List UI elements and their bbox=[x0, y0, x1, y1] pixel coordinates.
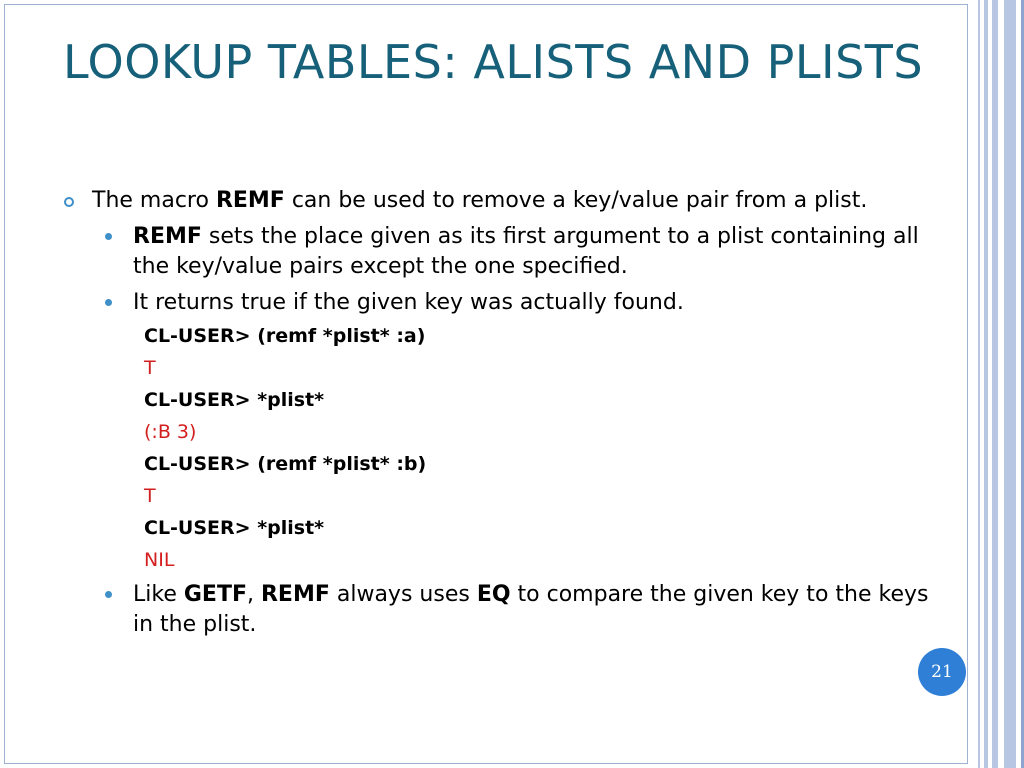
code-command-line: CL-USER> (remf *plist* :a) bbox=[144, 325, 426, 347]
sub-bullet-item bbox=[60, 222, 940, 282]
bullet-text: to compare the given key to the keys in the plist. bbox=[133, 582, 929, 637]
code-output-line: (:B 3) bbox=[144, 421, 197, 443]
decor-stripe bbox=[978, 0, 980, 768]
bullet-text: The macro bbox=[92, 188, 216, 213]
bullet-text: always uses bbox=[329, 582, 477, 607]
bullet-keyword: REMF bbox=[215, 188, 285, 213]
bullet-text: Like bbox=[133, 582, 184, 607]
code-command-line: CL-USER> (remf *plist* :b) bbox=[144, 453, 427, 475]
code-command-line: CL-USER> *plist* bbox=[144, 517, 325, 539]
bullet-text: It returns true if the given key was actually found. bbox=[133, 290, 684, 315]
decor-stripe bbox=[984, 0, 988, 768]
ring-bullet-icon bbox=[64, 197, 74, 207]
code-output-line: NIL bbox=[144, 549, 175, 571]
frame-border-left bbox=[4, 4, 5, 764]
frame-border-bottom bbox=[4, 763, 968, 764]
bullet-keyword: REMF bbox=[133, 224, 202, 249]
code-output-line: T bbox=[144, 357, 156, 379]
frame-border-top bbox=[4, 4, 968, 5]
bullet-text: can be used to remove a key/value pair from a plist. bbox=[284, 188, 868, 213]
page-number-badge: 21 bbox=[918, 648, 966, 696]
code-output-line: T bbox=[144, 485, 156, 507]
frame-border-right bbox=[967, 4, 968, 764]
dot-bullet-icon bbox=[105, 591, 112, 598]
bullet-keyword: EQ bbox=[476, 582, 511, 607]
code-command-line: CL-USER> *plist* bbox=[144, 389, 325, 411]
code-block bbox=[60, 324, 940, 572]
sub-bullet-item bbox=[60, 580, 940, 640]
sub-bullet-item bbox=[60, 288, 940, 318]
bullet-keyword: GETF bbox=[183, 582, 247, 607]
bullet-item bbox=[60, 186, 940, 216]
bullet-keyword: REMF bbox=[260, 582, 330, 607]
bullet-text: sets the place given as its first argument to a plist containing all the key/value pairs except the one specified. bbox=[133, 224, 919, 279]
bullet-text: , bbox=[246, 582, 261, 607]
slide-body bbox=[60, 186, 940, 640]
dot-bullet-icon bbox=[105, 299, 112, 306]
slide-title: LOOKUP TABLES: ALISTS AND PLISTS bbox=[63, 35, 924, 89]
dot-bullet-icon bbox=[105, 233, 112, 240]
decor-stripe bbox=[992, 0, 998, 768]
decor-stripe bbox=[1004, 0, 1016, 768]
